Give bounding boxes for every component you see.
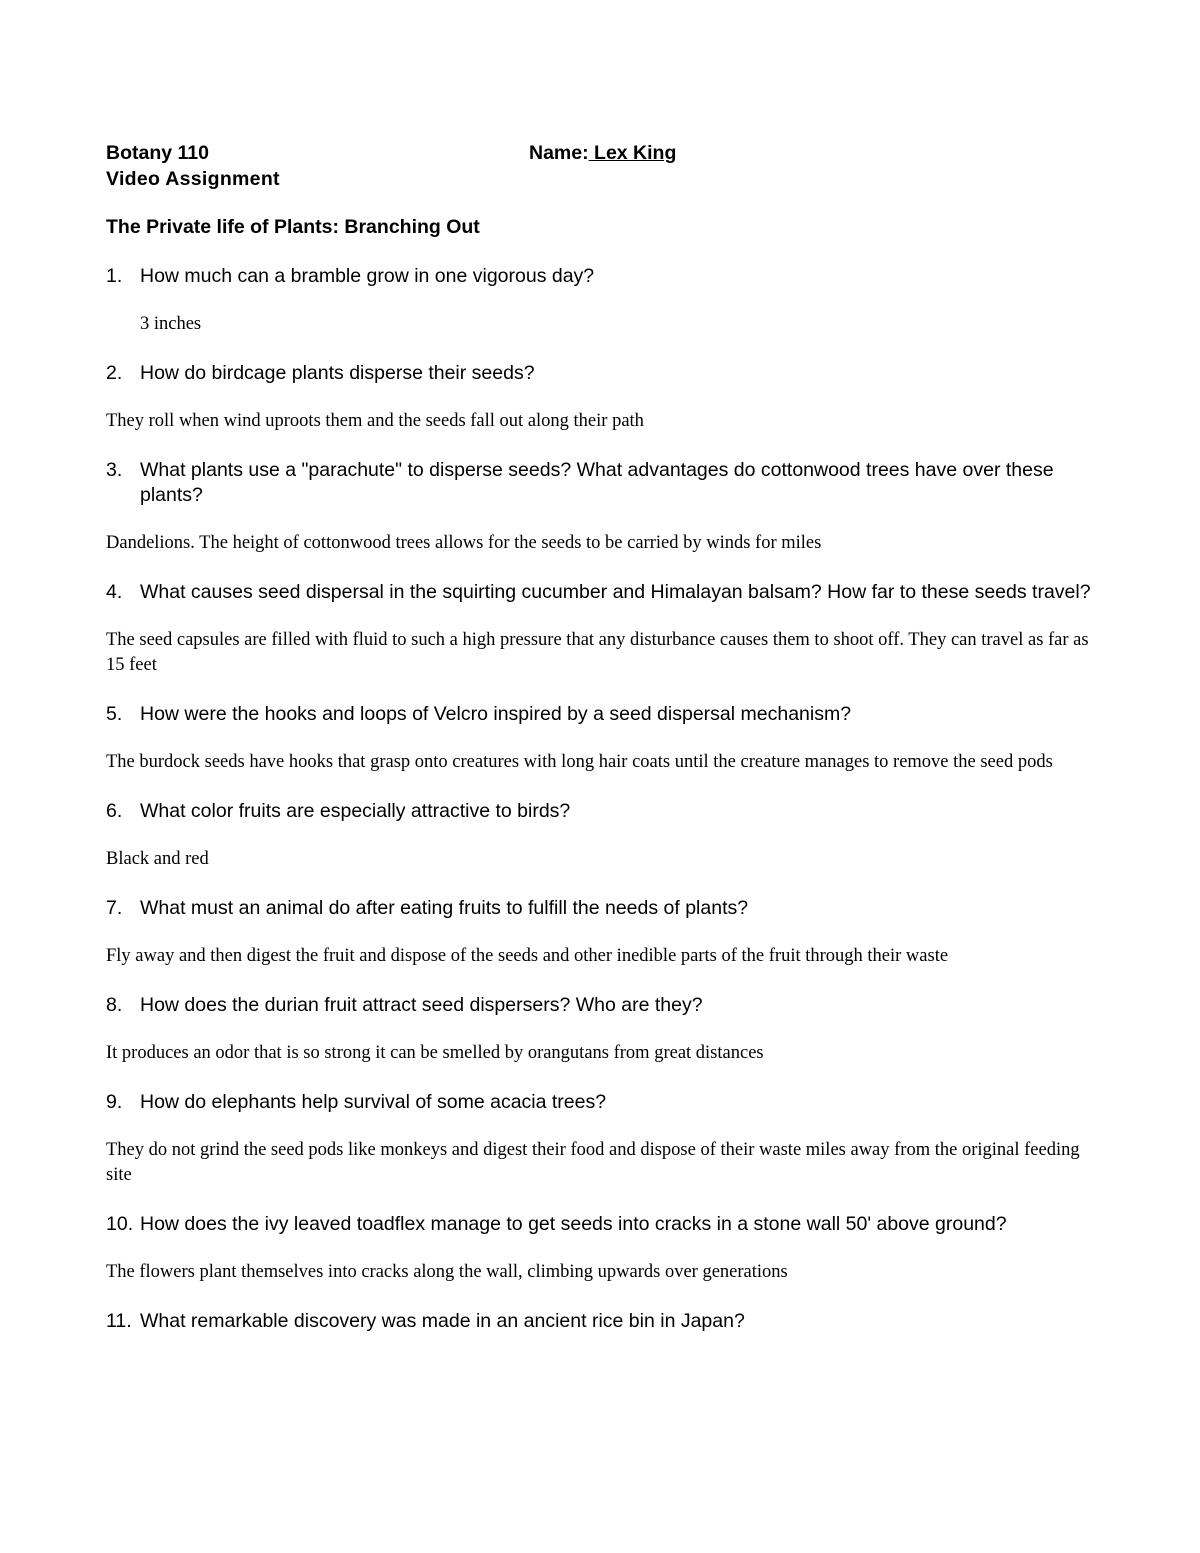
question-number: 11.	[106, 1310, 132, 1332]
question-text: What must an animal do after eating fruits to fulfill the needs of plants?	[140, 897, 749, 919]
question-item	[106, 993, 1096, 1018]
answer-text: They roll when wind uproots them and the seeds fall out along their path	[106, 411, 644, 431]
assignment-subtitle: Video Assignment	[106, 168, 280, 190]
question-text: What remarkable discovery was made in an ancient rice bin in Japan?	[140, 1310, 745, 1332]
question-item	[106, 361, 1096, 386]
question-item	[106, 896, 1096, 921]
question-item	[106, 1090, 1096, 1115]
question-item	[106, 1309, 1096, 1334]
answer-text: Dandelions. The height of cottonwood trees allows for the seeds to be carried by winds for miles	[106, 533, 822, 553]
question-item	[106, 702, 1096, 727]
question-list	[106, 264, 1096, 1334]
question-text: What color fruits are especially attractive to birds?	[140, 800, 571, 822]
question-number: 7.	[106, 897, 123, 919]
student-name	[529, 140, 676, 166]
question-number: 5.	[106, 703, 123, 725]
question-item	[106, 799, 1096, 824]
answer-text: The seed capsules are filled with fluid to such a high pressure that any disturbance causes them to shoot off. They can travel as far as 15 feet	[106, 630, 1089, 675]
question-number: 2.	[106, 362, 123, 384]
question-item	[106, 580, 1096, 605]
question-text: How do elephants help survival of some acacia trees?	[140, 1091, 607, 1113]
question-item	[106, 264, 1096, 289]
question-number: 1.	[106, 265, 123, 287]
answer-text: The burdock seeds have hooks that grasp onto creatures with long hair coats until the creature manages to remove the seed pods	[106, 752, 1053, 772]
question-number: 4.	[106, 581, 123, 603]
answer-text: Black and red	[106, 849, 209, 869]
course-title: Botany 110	[106, 142, 209, 164]
name-label: Name:	[529, 142, 589, 164]
answer-text: The flowers plant themselves into cracks along the wall, climbing upwards over generations	[106, 1262, 788, 1282]
document-page	[106, 140, 1096, 1334]
answer-text: It produces an odor that is so strong it can be smelled by orangutans from great distances	[106, 1043, 764, 1063]
question-item	[106, 1212, 1096, 1237]
question-text: How does the ivy leaved toadflex manage to get seeds into cracks in a stone wall 50' above ground?	[140, 1213, 1007, 1235]
question-text: How much can a bramble grow in one vigorous day?	[140, 265, 595, 287]
question-number: 6.	[106, 800, 123, 822]
name-value: Lex King	[588, 142, 677, 164]
question-text: How were the hooks and loops of Velcro inspired by a seed dispersal mechanism?	[140, 703, 852, 725]
question-number: 9.	[106, 1091, 123, 1113]
question-number: 3.	[106, 459, 123, 481]
video-title: The Private life of Plants: Branching Out	[106, 216, 480, 238]
question-text: What causes seed dispersal in the squirting cucumber and Himalayan balsam? How far to these seeds travel?	[140, 581, 1091, 603]
answer-text: They do not grind the seed pods like monkeys and digest their food and dispose of their waste miles away from the original feeding site	[106, 1140, 1080, 1185]
question-item	[106, 458, 1096, 508]
question-text: How does the durian fruit attract seed dispersers? Who are they?	[140, 994, 703, 1016]
question-text: What plants use a "parachute" to disperse seeds? What advantages do cottonwood trees have over these plants?	[140, 459, 1054, 506]
answer-text: 3 inches	[140, 314, 202, 334]
question-number: 8.	[106, 994, 123, 1016]
answer-text: Fly away and then digest the fruit and dispose of the seeds and other inedible parts of the fruit through their waste	[106, 946, 949, 966]
question-text: How do birdcage plants disperse their seeds?	[140, 362, 535, 384]
question-number: 10.	[106, 1213, 134, 1235]
header-row	[106, 140, 1096, 166]
